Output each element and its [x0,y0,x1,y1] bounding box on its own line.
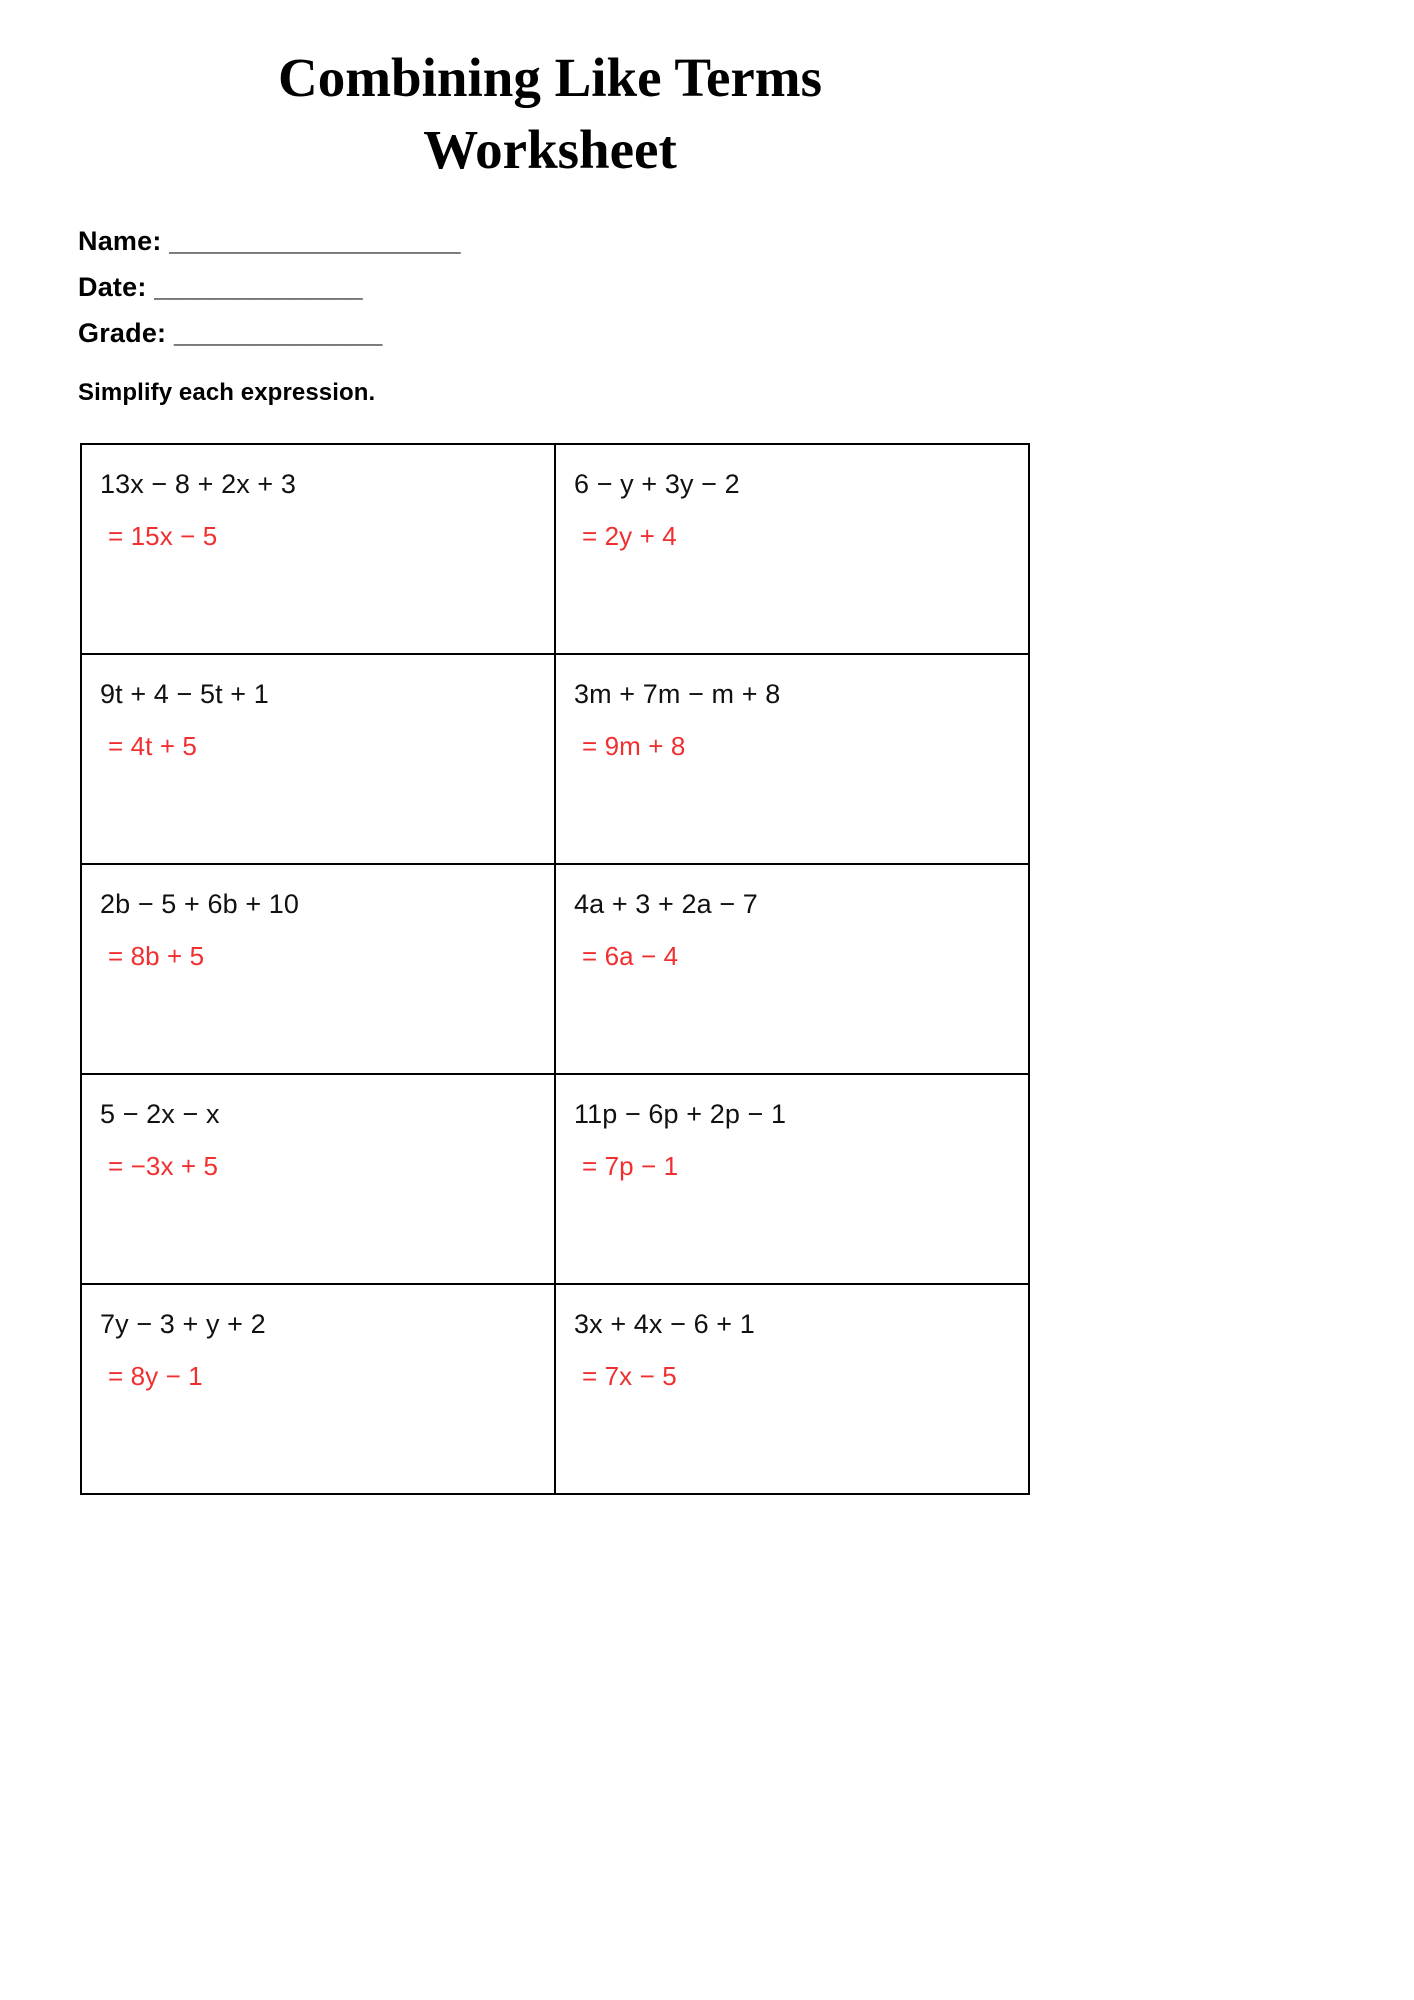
problem-answer: = 9m + 8 [582,731,686,761]
title-line-2: Worksheet [423,119,677,180]
name-field-label: Name: [78,226,162,256]
date-field-label: Date: [78,272,147,302]
problem-expression: 5 − 2x − x [100,1099,220,1129]
problem-expression: 6 − y + 3y − 2 [574,469,740,499]
problem-answer: = 4t + 5 [108,731,197,761]
problem-cell[interactable] [81,864,555,1074]
problem-answer: = 2y + 4 [582,521,677,551]
instructions-text: Simplify each expression. [78,379,376,406]
title-line-1: Combining Like Terms [277,47,822,108]
problem-expression: 7y − 3 + y + 2 [100,1309,266,1339]
problems-table [80,443,1030,1495]
problem-answer: = 8y − 1 [108,1361,203,1391]
problem-answer: = 7x − 5 [582,1361,677,1391]
problem-answer: = −3x + 5 [108,1151,219,1181]
table-row [81,864,1029,1074]
problem-cell[interactable] [555,1074,1029,1284]
grade-field-label: Grade: [78,318,167,348]
page-title [0,42,1100,186]
problem-cell[interactable] [555,1284,1029,1494]
grade-field-row [78,310,978,356]
student-info-fields [78,218,978,356]
problem-expression: 9t + 4 − 5t + 1 [100,679,269,709]
problem-answer: = 15x − 5 [108,521,218,551]
date-field-row [78,264,978,310]
table-row [81,444,1029,654]
table-row [81,1074,1029,1284]
problem-cell[interactable] [555,864,1029,1074]
problem-expression: 3m + 7m − m + 8 [574,679,781,709]
problem-cell[interactable] [81,1284,555,1494]
problem-expression: 11p − 6p + 2p − 1 [574,1099,787,1129]
problem-expression: 2b − 5 + 6b + 10 [100,889,300,919]
problem-expression: 3x + 4x − 6 + 1 [574,1309,755,1339]
grade-field-blank[interactable]: _______________ [173,318,382,348]
table-row [81,1284,1029,1494]
date-field-blank[interactable]: _______________ [154,272,362,302]
problem-expression: 4a + 3 + 2a − 7 [574,889,758,919]
problem-expression: 13x − 8 + 2x + 3 [100,469,296,499]
problem-answer: = 6a − 4 [582,941,679,971]
problem-cell[interactable] [555,654,1029,864]
problem-cell[interactable] [81,1074,555,1284]
name-field-blank[interactable]: _____________________ [169,226,460,256]
name-field-row [78,218,978,264]
problem-answer: = 7p − 1 [582,1151,679,1181]
problem-cell[interactable] [555,444,1029,654]
problem-cell[interactable] [81,654,555,864]
problem-answer: = 8b + 5 [108,941,205,971]
table-row [81,654,1029,864]
problem-cell[interactable] [81,444,555,654]
